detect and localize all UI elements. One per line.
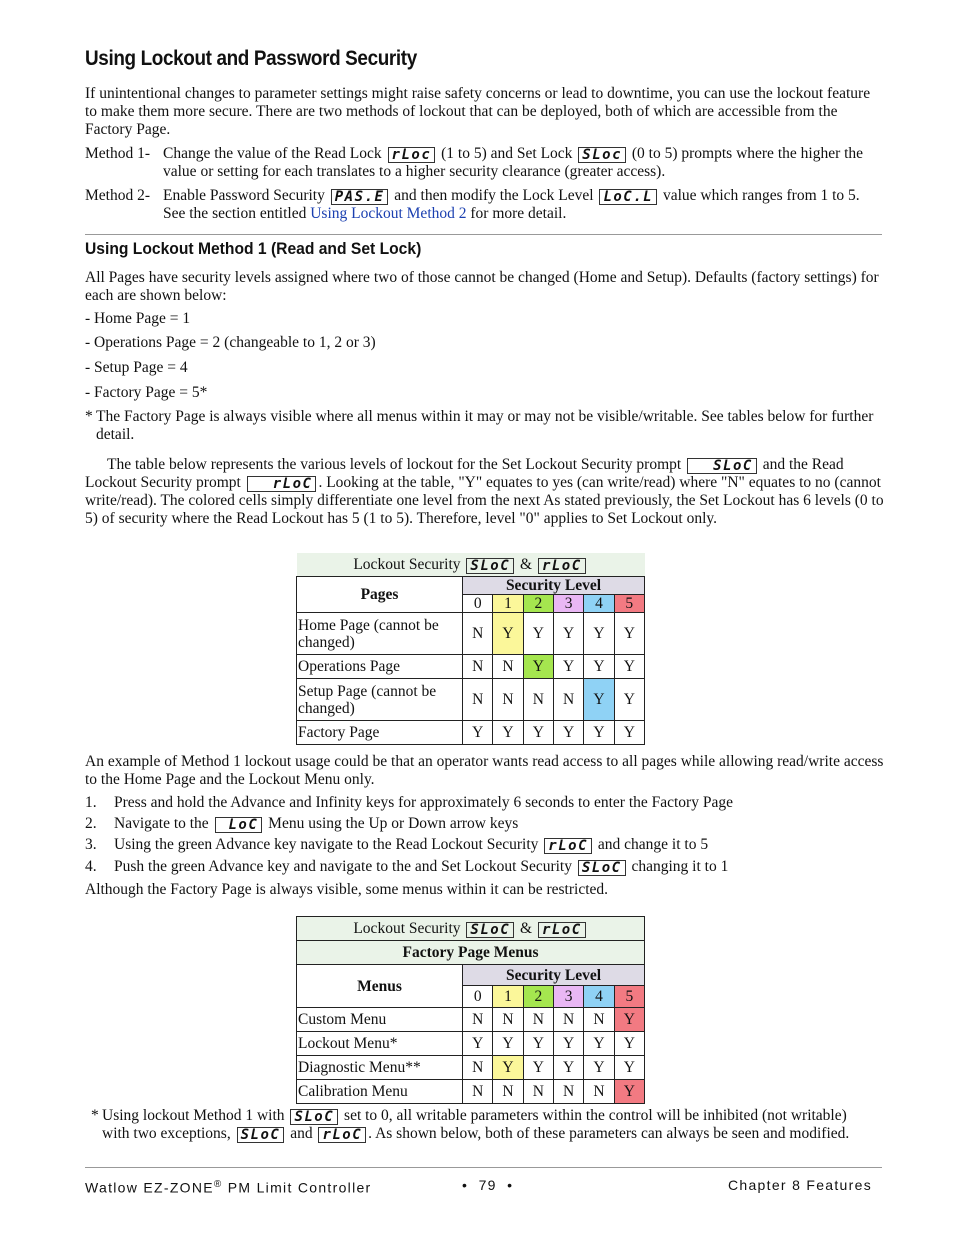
row-label: Factory Page <box>297 721 463 745</box>
cell: Y <box>614 679 644 721</box>
method-2-text-5: for more detail. <box>470 205 567 222</box>
lockout-table-pages <box>296 553 645 745</box>
table-row <box>297 721 645 745</box>
cell: Y <box>614 1032 644 1056</box>
method-1-text-1: Change the value of the Read Lock <box>163 145 382 162</box>
intro-paragraph: If unintentional changes to parameter settings might raise safety concerns or lead to downtime, you can use the lockout feature to make them more secure. There are two methods of lockout that can be deployed, both of which are accessible from the Factory Page. <box>85 85 871 138</box>
method-1-label: Method 1- <box>85 145 151 162</box>
read-lockout-code: rLoC <box>247 476 317 492</box>
factory-visible-note: Although the Factory Page is always visible, some menus within it can be restricted. <box>85 881 609 898</box>
pages-header: Pages <box>297 577 463 613</box>
method-2-text-1: Enable Password Security <box>163 187 325 204</box>
cell: Y <box>554 1056 584 1080</box>
row-label: Calibration Menu <box>297 1080 463 1104</box>
factory-menus-header: Factory Page Menus <box>297 941 645 965</box>
footer-page-number: • 79 • <box>462 1177 514 1193</box>
cell: N <box>493 655 523 679</box>
default-setup: - Setup Page = 4 <box>85 359 188 376</box>
cell: Y <box>523 613 553 655</box>
level-5: 5 <box>614 986 644 1008</box>
cell: Y <box>553 613 583 655</box>
table-row <box>297 655 645 679</box>
password-security-code: PAS.E <box>331 189 389 205</box>
default-home: - Home Page = 1 <box>85 310 191 327</box>
cell: N <box>493 679 523 721</box>
cell: Y <box>493 721 523 745</box>
set-lockout-step-code: SLoC <box>578 860 626 876</box>
cell: N <box>584 1080 614 1104</box>
level-0: 0 <box>463 595 493 613</box>
section-divider <box>85 234 882 235</box>
cell: N <box>463 1008 493 1032</box>
level-2: 2 <box>523 595 553 613</box>
row-label: Operations Page <box>297 655 463 679</box>
lockout-table-menus <box>296 916 645 1104</box>
level-3: 3 <box>553 595 583 613</box>
table-row <box>297 613 645 655</box>
row-label: Custom Menu <box>297 1008 463 1032</box>
cell: N <box>463 613 493 655</box>
factory-note: The Factory Page is always visible where all menus within it may or may not be visible/writable. See tables below for further detail. <box>96 408 874 443</box>
lockout-menu-code: LoC <box>215 817 263 833</box>
method-2-text-2: and then modify the Lock Level <box>394 187 594 204</box>
cell: N <box>523 679 553 721</box>
method-1-text-4: the higher the value or setting for each translates to a higher security clearance (greater access). <box>163 145 864 180</box>
cell: Y <box>463 721 493 745</box>
row-label: Setup Page (cannot be changed) <box>297 679 463 721</box>
cell: Y <box>584 1032 614 1056</box>
cell: Y <box>614 721 644 745</box>
cell: Y <box>584 1056 614 1080</box>
cell: Y <box>553 655 583 679</box>
footer-right: Chapter 8 Features <box>727 1177 872 1193</box>
row-label: Diagnostic Menu** <box>297 1056 463 1080</box>
cell: Y <box>614 1008 644 1032</box>
footnote-star: * <box>91 1107 99 1124</box>
read-lock-code: rLoc <box>388 147 436 163</box>
level-4: 4 <box>584 986 614 1008</box>
cell: Y <box>523 721 553 745</box>
level-1: 1 <box>493 595 523 613</box>
pages-intro: All Pages have security levels assigned where two of those cannot be changed (Home and Setup). Defaults (factory settings) for each are shown below: <box>85 269 879 304</box>
read-lockout-step-code: rLoC <box>544 838 592 854</box>
table-1-caption: Lockout Security SLoC & rLoC <box>297 553 645 577</box>
footnote: Using lockout Method 1 with SLoC set to 0, all writable parameters within the control will be inhibited (not writable) with two exceptions, SLoC and rLoC . As shown below, both of these parameters can always be seen and modified. <box>102 1107 850 1143</box>
cell: N <box>463 1080 493 1104</box>
method-1-text-2: (1 to 5) and Set Lock <box>441 145 573 162</box>
security-level-header: Security Level <box>463 577 645 595</box>
page-title: Using Lockout and Password Security <box>85 47 417 70</box>
cell: N <box>493 1008 523 1032</box>
cell: Y <box>584 679 614 721</box>
row-label: Home Page (cannot be changed) <box>297 613 463 655</box>
cell: Y <box>523 1032 553 1056</box>
cell: Y <box>554 1032 584 1056</box>
table-2-caption: Lockout Security SLoC & rLoC <box>297 917 645 941</box>
cell: N <box>554 1080 584 1104</box>
table-explanation: The table below represents the various levels of lockout for the Set Lockout Security prompt SLoC and the Read Lockout Security prompt rLoC . Looking at the table, "Y" equates to yes (can write/read) where "N" equates to no (cannot write/read). The colored cells simply differentiate one level from the next As stated previously, the Set Lockout has 6 levels (0 to 5) of security where the Read Lockout has 5 (1 to 5). Therefore, level "0" applies to Set Lockout only. <box>85 456 884 527</box>
default-factory: - Factory Page = 5* <box>85 384 208 401</box>
level-1: 1 <box>493 986 523 1008</box>
cell: Y <box>614 1056 644 1080</box>
level-4: 4 <box>584 595 614 613</box>
set-lock-code: SLoc <box>578 147 626 163</box>
cell: N <box>463 1056 493 1080</box>
default-operations: - Operations Page = 2 (changeable to 1, 2 or 3) <box>85 334 376 351</box>
table-row <box>297 1008 645 1032</box>
cell: N <box>584 1008 614 1032</box>
level-5: 5 <box>614 595 644 613</box>
method-2-link[interactable]: Using Lockout Method 2 <box>310 205 467 222</box>
section-subtitle: Using Lockout Method 1 (Read and Set Lock) <box>85 239 422 258</box>
cell: Y <box>463 1032 493 1056</box>
cell: N <box>523 1080 553 1104</box>
footer-divider <box>85 1167 882 1168</box>
method-2-label: Method 2- <box>85 187 151 204</box>
table-row <box>297 1080 645 1104</box>
set-lockout-code: SLoC <box>687 458 757 474</box>
table-row <box>297 1032 645 1056</box>
example-paragraph: An example of Method 1 lockout usage could be that an operator wants read access to all pages while allowing read/write access to the Home Page and the Lockout Menu only. <box>85 753 884 788</box>
method-2-text-4: from 1 to 5. See the section entitled <box>163 187 860 222</box>
level-0: 0 <box>463 986 493 1008</box>
cell: N <box>523 1008 553 1032</box>
cell: Y <box>614 613 644 655</box>
cell: N <box>493 1080 523 1104</box>
menus-header: Menus <box>297 965 463 1008</box>
cell: N <box>554 1008 584 1032</box>
row-label: Lockout Menu* <box>297 1032 463 1056</box>
cell: Y <box>614 1080 644 1104</box>
cell: Y <box>493 613 523 655</box>
level-3: 3 <box>554 986 584 1008</box>
cell: Y <box>584 721 614 745</box>
table-row <box>297 679 645 721</box>
footer-left: Watlow EZ-ZONE® PM Limit Controller <box>85 1179 372 1196</box>
cell: Y <box>553 721 583 745</box>
method-2-text-3: value which ranges <box>662 187 783 204</box>
table-row <box>297 1056 645 1080</box>
cell: N <box>463 679 493 721</box>
cell: Y <box>523 1056 553 1080</box>
security-level-header: Security Level <box>463 965 645 986</box>
cell: Y <box>614 655 644 679</box>
cell: Y <box>523 655 553 679</box>
cell: N <box>553 679 583 721</box>
cell: Y <box>584 655 614 679</box>
cell: Y <box>493 1032 523 1056</box>
cell: Y <box>493 1056 523 1080</box>
lock-level-code: LoC.L <box>599 189 657 205</box>
factory-note-star: * <box>85 408 93 425</box>
level-2: 2 <box>523 986 553 1008</box>
cell: N <box>463 655 493 679</box>
cell: Y <box>584 613 614 655</box>
method-1-text-3: (0 to 5) prompts where <box>631 145 774 162</box>
